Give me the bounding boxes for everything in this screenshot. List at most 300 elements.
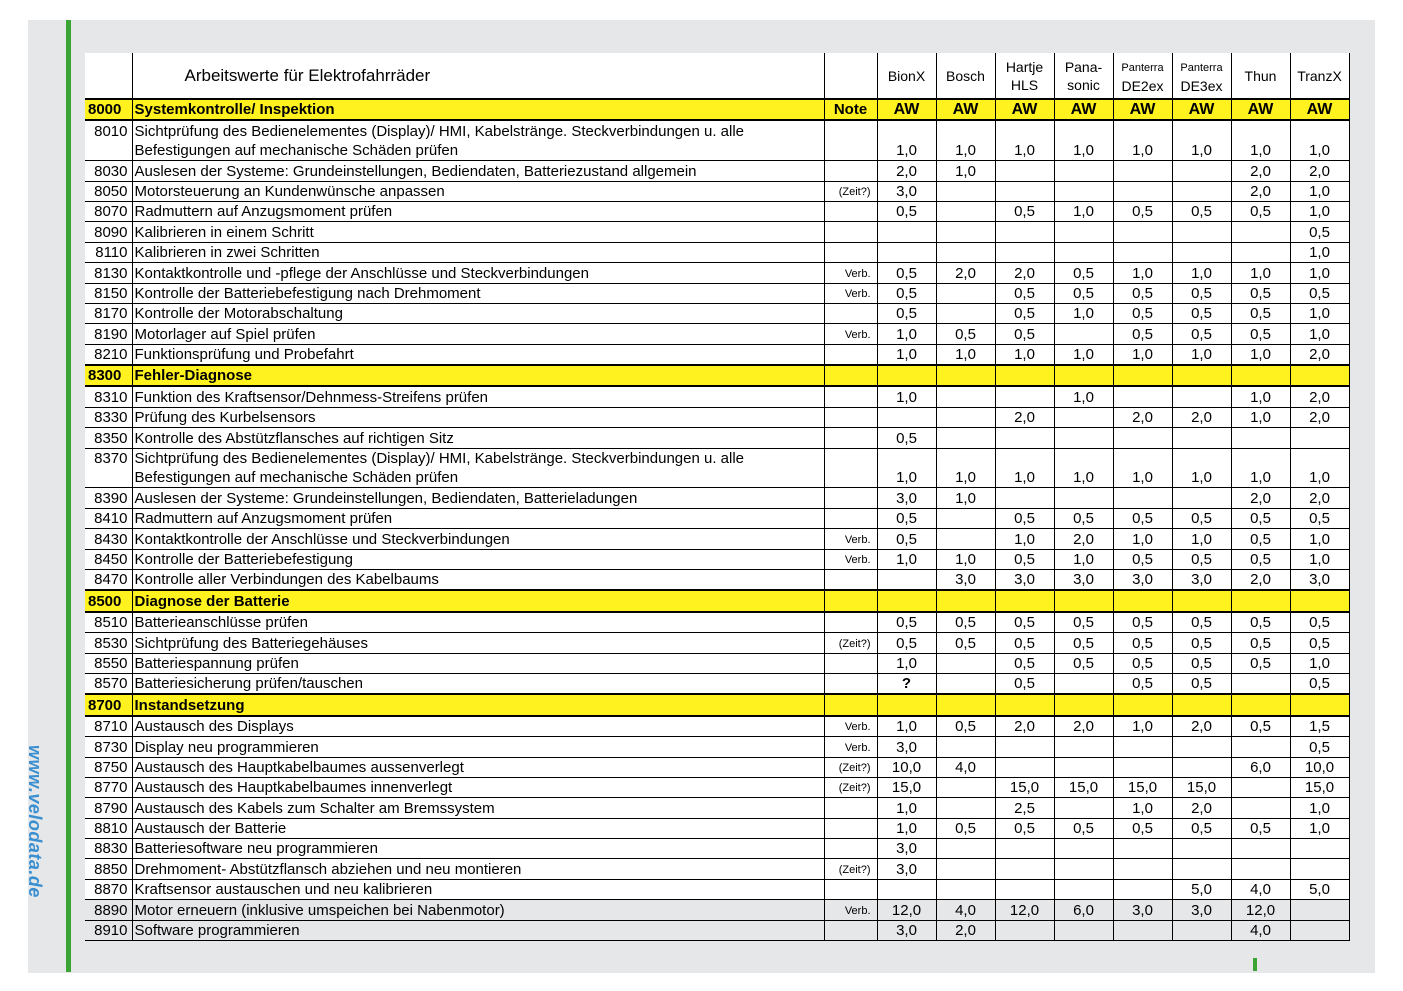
- section-code: 8300: [85, 365, 132, 386]
- row-value: 0,5: [995, 303, 1054, 323]
- row-value: [1113, 242, 1172, 262]
- row-note: [824, 386, 877, 407]
- row-value: 15,0: [877, 777, 936, 797]
- row-code: 8810: [85, 818, 132, 838]
- row-value: 1,0: [1290, 798, 1349, 818]
- row-value-empty: [1290, 120, 1349, 140]
- row-code-empty: [85, 468, 132, 488]
- table-row: [85, 222, 1349, 242]
- row-value: 0,5: [936, 633, 995, 653]
- row-description-continued: Befestigungen auf mechanische Schäden prüfen: [132, 468, 824, 488]
- row-value: [1113, 920, 1172, 940]
- table-row: [85, 303, 1349, 323]
- row-value: 5,0: [1172, 879, 1231, 899]
- row-code: 8310: [85, 386, 132, 407]
- col-head-panterra-de2ex: [1113, 53, 1172, 99]
- row-code: 8090: [85, 222, 132, 242]
- row-value: [995, 737, 1054, 757]
- row-value: [1054, 673, 1113, 694]
- row-value: 1,0: [1172, 141, 1231, 161]
- row-value: ?: [877, 673, 936, 694]
- table-row: [85, 344, 1349, 365]
- row-note: [824, 839, 877, 859]
- row-value: 0,5: [936, 324, 995, 344]
- row-value: 0,5: [1054, 283, 1113, 303]
- section-note: [824, 365, 877, 386]
- row-code: 8730: [85, 737, 132, 757]
- row-value: 1,0: [936, 549, 995, 569]
- row-value: 15,0: [1054, 777, 1113, 797]
- row-value: [1231, 737, 1290, 757]
- row-value: 0,5: [1054, 263, 1113, 283]
- row-code-empty: [85, 141, 132, 161]
- row-value: 0,5: [1113, 612, 1172, 633]
- row-value: 0,5: [877, 508, 936, 528]
- row-value: 0,5: [1290, 612, 1349, 633]
- row-value: 0,5: [1231, 529, 1290, 549]
- table-row: [85, 242, 1349, 262]
- row-value: [936, 201, 995, 221]
- green-margin-bar: [66, 20, 71, 972]
- row-value: [936, 428, 995, 448]
- table-row: [85, 569, 1349, 590]
- row-value: [995, 181, 1054, 201]
- row-value: [1290, 839, 1349, 859]
- row-description: Kontrolle aller Verbindungen des Kabelbaums: [132, 569, 824, 590]
- row-value: [1113, 879, 1172, 899]
- row-code: 8850: [85, 859, 132, 879]
- row-description-continued: Befestigungen auf mechanische Schäden prüfen: [132, 141, 824, 161]
- row-value: [1231, 859, 1290, 879]
- row-value: [1231, 673, 1290, 694]
- row-value: [936, 798, 995, 818]
- row-note: [824, 344, 877, 365]
- row-description: Austausch des Kabels zum Schalter am Bremssystem: [132, 798, 824, 818]
- row-value: 1,0: [1113, 141, 1172, 161]
- row-note: Verb.: [824, 900, 877, 920]
- table-row: [85, 508, 1349, 528]
- row-value: 1,0: [1290, 201, 1349, 221]
- row-value: 1,0: [936, 468, 995, 488]
- row-note: Verb.: [824, 549, 877, 569]
- table-body: [85, 53, 1349, 941]
- table-row: [85, 798, 1349, 818]
- row-code: 8570: [85, 673, 132, 694]
- row-value: 2,0: [1231, 488, 1290, 508]
- row-value: [995, 839, 1054, 859]
- row-value: 2,0: [936, 263, 995, 283]
- row-value: [995, 386, 1054, 407]
- row-value: 0,5: [1231, 612, 1290, 633]
- row-note: (Zeit?): [824, 633, 877, 653]
- table-row: [85, 161, 1349, 181]
- row-note: (Zeit?): [824, 777, 877, 797]
- row-value: 0,5: [1231, 201, 1290, 221]
- table-row: [85, 920, 1349, 940]
- row-value: 1,0: [877, 468, 936, 488]
- row-description: Austausch des Hauptkabelbaumes innenverlegt: [132, 777, 824, 797]
- row-value: 0,5: [1054, 633, 1113, 653]
- row-code: 8430: [85, 529, 132, 549]
- row-value: [1172, 859, 1231, 879]
- row-value: 0,5: [995, 201, 1054, 221]
- row-value: 0,5: [995, 673, 1054, 694]
- row-value: 3,0: [1172, 900, 1231, 920]
- row-code: 8530: [85, 633, 132, 653]
- row-value: 2,0: [1290, 407, 1349, 427]
- row-value: 2,0: [1290, 161, 1349, 181]
- row-value: 15,0: [1290, 777, 1349, 797]
- row-note: [824, 508, 877, 528]
- section-unit: [1054, 590, 1113, 611]
- row-value: 1,0: [877, 818, 936, 838]
- row-value: [1231, 428, 1290, 448]
- row-value-empty: [1054, 448, 1113, 468]
- row-value: 0,5: [1172, 818, 1231, 838]
- row-description: Batteriesicherung prüfen/tauschen: [132, 673, 824, 694]
- row-value: [1172, 757, 1231, 777]
- row-value: 2,0: [1231, 161, 1290, 181]
- row-value: 0,5: [1172, 201, 1231, 221]
- row-value: 1,0: [1290, 468, 1349, 488]
- row-value: 12,0: [1231, 900, 1290, 920]
- row-value: [995, 161, 1054, 181]
- row-value: 15,0: [1172, 777, 1231, 797]
- section-unit: [1231, 590, 1290, 611]
- row-value: 0,5: [936, 612, 995, 633]
- table-row: [85, 407, 1349, 427]
- row-value: [877, 242, 936, 262]
- row-value: 0,5: [995, 508, 1054, 528]
- table-row: [85, 283, 1349, 303]
- row-value: 1,0: [1172, 529, 1231, 549]
- row-value: 4,0: [936, 757, 995, 777]
- row-value: [995, 920, 1054, 940]
- row-value: 1,0: [1113, 798, 1172, 818]
- row-description: Radmuttern auf Anzugsmoment prüfen: [132, 201, 824, 221]
- row-value: 2,0: [1054, 716, 1113, 737]
- row-note: [824, 303, 877, 323]
- row-value: 0,5: [995, 818, 1054, 838]
- row-value: 12,0: [877, 900, 936, 920]
- row-value: [936, 859, 995, 879]
- row-note: (Zeit?): [824, 757, 877, 777]
- section-unit: AW: [1290, 99, 1349, 120]
- row-value: 0,5: [1231, 653, 1290, 673]
- row-value-empty: [1231, 120, 1290, 140]
- row-note: [824, 488, 877, 508]
- row-code: 8710: [85, 716, 132, 737]
- table-row: [85, 879, 1349, 899]
- row-value: 1,0: [1231, 141, 1290, 161]
- row-value: 0,5: [995, 324, 1054, 344]
- row-value: 15,0: [1113, 777, 1172, 797]
- section-unit: [877, 694, 936, 715]
- row-value: 0,5: [1172, 508, 1231, 528]
- row-value: [1290, 920, 1349, 940]
- row-code: 8030: [85, 161, 132, 181]
- header-row: [85, 53, 1349, 99]
- section-unit: AW: [936, 99, 995, 120]
- row-value: [1231, 777, 1290, 797]
- row-value: 2,0: [1172, 716, 1231, 737]
- row-value: 0,5: [1113, 653, 1172, 673]
- row-value: 1,0: [1290, 303, 1349, 323]
- col-head-hartje: [995, 53, 1054, 99]
- row-code: 8910: [85, 920, 132, 940]
- row-value: [936, 222, 995, 242]
- row-value: 0,5: [1290, 633, 1349, 653]
- row-value: [995, 757, 1054, 777]
- row-note: Verb.: [824, 263, 877, 283]
- row-value: 2,0: [1231, 569, 1290, 590]
- row-value: 1,0: [1231, 263, 1290, 283]
- row-value-empty: [995, 120, 1054, 140]
- row-description: Funktion des Kraftsensor/Dehnmess-Streifens prüfen: [132, 386, 824, 407]
- section-note: [824, 590, 877, 611]
- row-code: 8870: [85, 879, 132, 899]
- row-value: 0,5: [1113, 508, 1172, 528]
- row-value: [1113, 161, 1172, 181]
- section-unit: [936, 365, 995, 386]
- row-value: 10,0: [1290, 757, 1349, 777]
- row-value: [995, 859, 1054, 879]
- row-description: Drehmoment- Abstützflansch abziehen und neu montieren: [132, 859, 824, 879]
- table-row: [85, 324, 1349, 344]
- row-value: 1,0: [995, 529, 1054, 549]
- row-note: [824, 407, 877, 427]
- row-value: 2,0: [1290, 344, 1349, 365]
- row-value: 2,0: [995, 716, 1054, 737]
- row-value-empty: [877, 448, 936, 468]
- row-note: [824, 161, 877, 181]
- row-value: 3,0: [877, 737, 936, 757]
- row-code: 8170: [85, 303, 132, 323]
- table-row: [85, 612, 1349, 633]
- row-note: [824, 468, 877, 488]
- row-value: 3,0: [877, 920, 936, 940]
- row-value: [1054, 161, 1113, 181]
- side-url: www.velodata.de: [25, 745, 45, 898]
- row-value: 3,0: [1172, 569, 1231, 590]
- row-value: 1,5: [1290, 716, 1349, 737]
- col-head-l1: Pana-: [1064, 58, 1103, 75]
- row-note: Verb.: [824, 716, 877, 737]
- row-value: 0,5: [1231, 633, 1290, 653]
- row-value: 0,5: [1172, 324, 1231, 344]
- section-title: Diagnose der Batterie: [132, 590, 824, 611]
- row-code: 8890: [85, 900, 132, 920]
- section-unit: [1290, 694, 1349, 715]
- row-value: 1,0: [1054, 468, 1113, 488]
- row-description: Sichtprüfung des Bedienelementes (Display)/ HMI, Kabelstränge. Steckverbindungen u. alle: [134, 450, 745, 468]
- row-description: Kalibrieren in einem Schritt: [132, 222, 824, 242]
- row-value: [877, 879, 936, 899]
- row-note: [824, 242, 877, 262]
- row-description: Kontrolle der Batteriebefestigung nach Drehmoment: [132, 283, 824, 303]
- row-value: [936, 777, 995, 797]
- row-description: Auslesen der Systeme: Grundeinstellungen, Bediendaten, Batteriezustand allgemein: [132, 161, 824, 181]
- row-value: 1,0: [877, 344, 936, 365]
- row-value: 0,5: [1054, 612, 1113, 633]
- row-value: [1113, 386, 1172, 407]
- row-value-empty: [936, 448, 995, 468]
- row-value: 3,0: [877, 181, 936, 201]
- row-value: [936, 508, 995, 528]
- row-value: [1172, 386, 1231, 407]
- row-value: 2,5: [995, 798, 1054, 818]
- row-value: [1172, 181, 1231, 201]
- row-value: [936, 673, 995, 694]
- row-value: 3,0: [936, 569, 995, 590]
- row-value: 0,5: [1231, 303, 1290, 323]
- section-unit: AW: [1172, 99, 1231, 120]
- row-value: 0,5: [1172, 633, 1231, 653]
- row-value: 1,0: [1172, 263, 1231, 283]
- row-value: [1290, 428, 1349, 448]
- row-value: 1,0: [1290, 181, 1349, 201]
- row-value: 15,0: [995, 777, 1054, 797]
- row-value-empty: [1113, 120, 1172, 140]
- row-code: 8350: [85, 428, 132, 448]
- row-value-empty: [1113, 448, 1172, 468]
- row-value-empty: [877, 120, 936, 140]
- section-row-8300: [85, 365, 1349, 386]
- table-row: [85, 263, 1349, 283]
- row-note: [824, 428, 877, 448]
- row-value-empty: [1054, 120, 1113, 140]
- row-value: [1113, 428, 1172, 448]
- row-description: Software programmieren: [132, 920, 824, 940]
- row-value: 1,0: [1172, 344, 1231, 365]
- section-unit: [1172, 365, 1231, 386]
- row-value: 1,0: [877, 653, 936, 673]
- row-code: 8130: [85, 263, 132, 283]
- row-value: 0,5: [1172, 283, 1231, 303]
- row-description: Batterieanschlüsse prüfen: [132, 612, 824, 633]
- row-description: Sichtprüfung des Batteriegehäuses: [132, 633, 824, 653]
- table-row: [85, 757, 1349, 777]
- row-value: 0,5: [877, 263, 936, 283]
- row-value: 0,5: [995, 612, 1054, 633]
- row-value-empty: [1290, 448, 1349, 468]
- row-value: [936, 529, 995, 549]
- row-value: 2,0: [1172, 798, 1231, 818]
- row-value: 0,5: [1172, 653, 1231, 673]
- section-row-8500: [85, 590, 1349, 611]
- section-row-8700: [85, 694, 1349, 715]
- row-value: 1,0: [936, 161, 995, 181]
- row-value: 0,5: [877, 201, 936, 221]
- row-value: 0,5: [877, 633, 936, 653]
- row-value: 0,5: [1290, 283, 1349, 303]
- row-code: 8110: [85, 242, 132, 262]
- row-value: [936, 879, 995, 899]
- section-code: 8000: [85, 99, 132, 120]
- row-value: 0,5: [1172, 673, 1231, 694]
- row-value: [1054, 879, 1113, 899]
- row-value: 2,0: [936, 920, 995, 940]
- row-value: 3,0: [1054, 569, 1113, 590]
- work-values-table-container: [85, 53, 1349, 940]
- row-note: Verb.: [824, 324, 877, 344]
- row-value: 2,0: [877, 161, 936, 181]
- section-unit: [1290, 365, 1349, 386]
- section-unit: [995, 694, 1054, 715]
- row-code: 8790: [85, 798, 132, 818]
- row-value: 1,0: [1054, 344, 1113, 365]
- section-unit: AW: [995, 99, 1054, 120]
- section-note: [824, 694, 877, 715]
- col-head-l1: Hartje: [1005, 58, 1044, 75]
- row-value: [877, 407, 936, 427]
- row-value: 1,0: [1290, 549, 1349, 569]
- row-value: [1054, 222, 1113, 242]
- row-value: 0,5: [1231, 716, 1290, 737]
- section-unit: [1231, 694, 1290, 715]
- row-value: 3,0: [877, 488, 936, 508]
- section-unit: [1231, 365, 1290, 386]
- row-value: 0,5: [1172, 549, 1231, 569]
- row-value: 0,5: [1172, 303, 1231, 323]
- row-value: 0,5: [877, 283, 936, 303]
- row-value-empty: [1231, 448, 1290, 468]
- row-description: Prüfung des Kurbelsensors: [132, 407, 824, 427]
- table-row: [85, 201, 1349, 221]
- row-value: [1290, 859, 1349, 879]
- row-value: 1,0: [936, 488, 995, 508]
- row-value: 0,5: [1113, 818, 1172, 838]
- row-value: [1054, 920, 1113, 940]
- section-unit: AW: [877, 99, 936, 120]
- table-row: [85, 900, 1349, 920]
- col-head-l1: Panterra: [1121, 61, 1164, 74]
- section-unit: [995, 590, 1054, 611]
- row-description: Austausch des Displays: [132, 716, 824, 737]
- green-footer-mark: [1253, 958, 1257, 971]
- row-value: 1,0: [1290, 242, 1349, 262]
- row-value: 5,0: [1290, 879, 1349, 899]
- row-value: 0,5: [1113, 283, 1172, 303]
- row-value: 0,5: [1113, 201, 1172, 221]
- row-value: [1172, 242, 1231, 262]
- table-row: [85, 716, 1349, 737]
- row-value: 1,0: [1113, 468, 1172, 488]
- row-value: 1,0: [1054, 303, 1113, 323]
- row-value-empty: [995, 448, 1054, 468]
- row-value: 3,0: [995, 569, 1054, 590]
- row-code: 8370: [85, 448, 132, 468]
- row-description: Kontaktkontrolle der Anschlüsse und Steckverbindungen: [132, 529, 824, 549]
- row-value: 1,0: [1231, 344, 1290, 365]
- row-value: [936, 242, 995, 262]
- row-value: 0,5: [1231, 283, 1290, 303]
- row-value: 0,5: [877, 529, 936, 549]
- row-value: 1,0: [877, 798, 936, 818]
- row-code: 8050: [85, 181, 132, 201]
- row-value: 1,0: [1054, 141, 1113, 161]
- row-note: [824, 569, 877, 590]
- section-unit: [1290, 590, 1349, 611]
- row-value: [1054, 488, 1113, 508]
- row-value: [1054, 757, 1113, 777]
- row-value: [936, 386, 995, 407]
- row-description: Motor erneuern (inklusive umspeichen bei Nabenmotor): [132, 900, 824, 920]
- row-note: [824, 448, 877, 468]
- row-code: 8210: [85, 344, 132, 365]
- row-value: 1,0: [877, 141, 936, 161]
- section-title: Systemkontrolle/ Inspektion: [132, 99, 824, 120]
